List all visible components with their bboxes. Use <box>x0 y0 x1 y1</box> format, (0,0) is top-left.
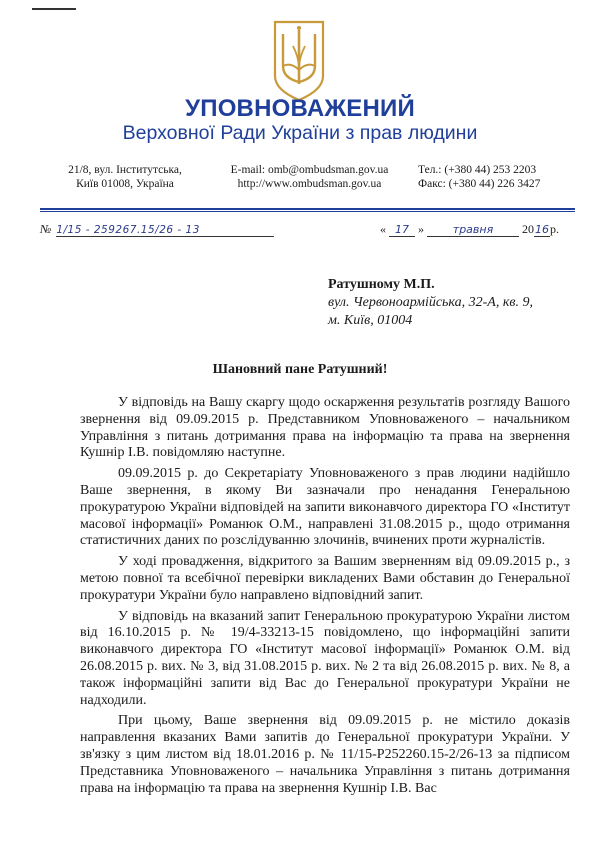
date-year-prefix: 20 <box>522 222 534 236</box>
date-quote-close: » <box>418 222 424 236</box>
body-paragraph: У відповідь на Вашу скаргу щодо оскарження результатів розгляду Вашого звернення від 09.09.2015 р. Представником Уповноваженого – начальником Управління з питань дотримання права на інформацію та права на звернення Кушнір І.В. повідомляю наступне. <box>80 395 570 461</box>
body-paragraph: У відповідь на вказаний запит Генеральною прокуратурою України листом від 16.10.2015 р. № 19/4-33213-15 повідомлено, що інформаційні запити виконавчого директора ГО «Інститут масової інформації» Романюк О.М. від 26.08.2015 р. вих. № 3, від 31.08.2015 р. вих. № 2 та від 26.08.2015 р. вих. № 8, а також інформаційні запити від Вас до Генеральної прокуратури України не надходили. <box>80 608 570 708</box>
number-label: № <box>40 222 52 236</box>
date-year-suffix: 16 <box>535 223 549 236</box>
header-divider-thin <box>40 211 575 212</box>
addressee-name: Ратушному М.П. <box>328 277 435 292</box>
contact-phone <box>418 163 568 191</box>
date-day: 17 <box>389 223 415 237</box>
contact-address <box>60 163 190 191</box>
contact-web <box>222 163 397 191</box>
body-paragraph: 09.09.2015 р. до Секретаріату Уповноваженого з прав людини надійшло Ваше звернення, в якому Ви зазначали про ненадання Генеральною прокуратурою України відповідей на запити виконавчого директора ГО «Інститут масової інформації» Романюк О.М., направлені 31.08.2015 р., щодо отримання статистичних даних по розслідуванню злочинів, вчинених проти журналістів. <box>80 466 570 549</box>
address-line: 21/8, вул. Інститутська, <box>68 164 182 176</box>
addressee-block <box>328 276 533 330</box>
date-suffix: р. <box>550 222 559 236</box>
addressee-address-line: вул. Червоноармійська, 32-А, кв. 9, <box>328 295 533 310</box>
date-month: травня <box>427 223 519 237</box>
phone-text: Тел.: (+380 44) 253 2203 <box>418 164 537 176</box>
addressee-address-line: м. Київ, 01004 <box>328 313 413 328</box>
header-divider <box>40 208 575 210</box>
trident-emblem-icon <box>271 18 327 102</box>
number-handwritten: 1/15 - 259267.15/26 - 13 <box>56 224 274 237</box>
email-text: E-mail: omb@ombudsman.gov.ua <box>230 164 389 176</box>
date-quote-open: « <box>380 222 386 236</box>
letter-body <box>80 395 570 801</box>
body-paragraph: У ході провадження, відкритого за Вашим зверненням від 09.09.2015 р., з метою повної та всебічної перевірки викладених Вами обставин до Генеральної прокуратури України було направлено відповідний запит. <box>80 554 570 603</box>
letter-date <box>380 222 580 237</box>
salutation: Шановний пане Ратушний! <box>212 362 388 377</box>
org-subtitle: Верховної Ради України з прав людини <box>122 122 478 144</box>
website-text: http://www.ombudsman.gov.ua <box>237 178 382 190</box>
fax-text: Факс: (+380 44) 226 3427 <box>418 178 541 190</box>
body-paragraph: При цьому, Ваше звернення від 09.09.2015 р. не містило доказів направлення вказаних Вами запитів до Генеральної прокуратури України. У зв'язку з цим листом від 18.01.2016 р. № 11/15-Р252260.15-2/26-13 за підписом Представника Уповноваженого – начальника Управління з питань дотримання права на інформацію та права на звернення Кушнір І.В. Вас <box>80 713 570 796</box>
address-line: Київ 01008, Україна <box>76 178 174 190</box>
org-title: УПОВНОВАЖЕНИЙ <box>185 95 415 122</box>
outgoing-number <box>40 222 290 237</box>
corner-mark <box>32 8 76 10</box>
